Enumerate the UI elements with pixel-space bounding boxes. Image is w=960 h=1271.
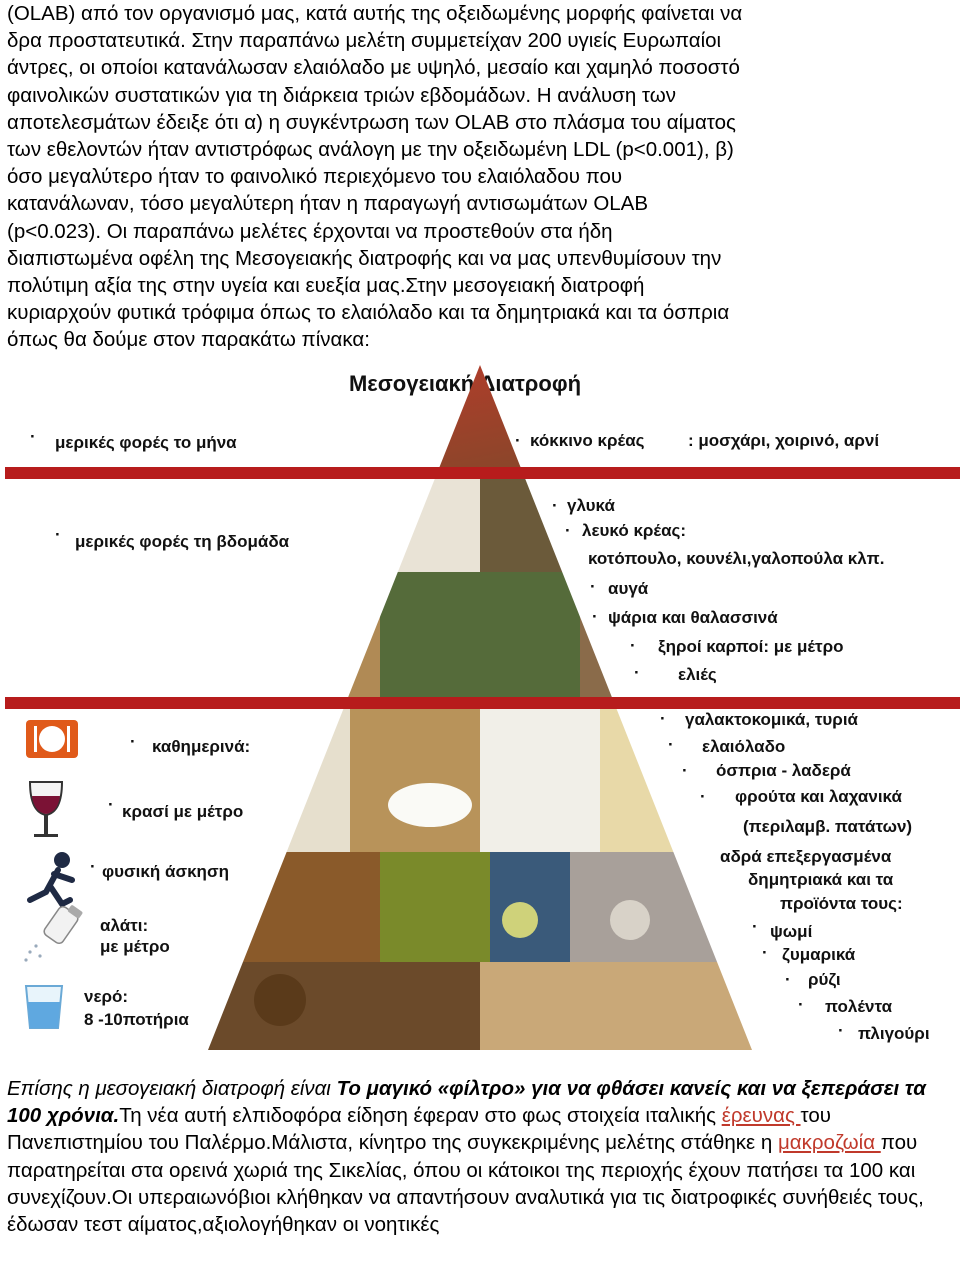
- intro-line: πολύτιμη αξία της στην υγεία και ευεξία μας.Στην μεσογειακή διατροφή: [7, 274, 645, 298]
- bullet: ·: [752, 917, 758, 936]
- bullet: ·: [630, 636, 636, 655]
- salt-shaker-icon: [24, 904, 83, 961]
- daily-item: αδρά επεξεργασμένα: [720, 847, 892, 866]
- bullet: ·: [108, 795, 114, 814]
- outro-paragraph: [7, 1075, 957, 1238]
- bullet: ·: [838, 1021, 844, 1040]
- side-item-water: νερό:: [84, 987, 129, 1006]
- intro-line: διαπιστωμένα οφέλη της Μεσογειακής διατροφής και να μας υπενθυμίσουν την: [7, 246, 722, 270]
- intro-paragraph: [7, 0, 957, 354]
- weekly-item: ελιές: [678, 665, 717, 684]
- pyramid-band-monthly: [5, 467, 960, 479]
- bullet: ·: [55, 525, 61, 544]
- outro-lead: Επίσης η μεσογειακή διατροφή είναι: [7, 1077, 337, 1100]
- daily-item: ψωμί: [770, 922, 813, 941]
- daily-item: όσπρια - λαδερά: [716, 761, 851, 780]
- daily-item: γαλακτοκομικά, τυριά: [685, 710, 858, 729]
- side-item-wine: κρασί με μέτρο: [122, 802, 244, 821]
- bullet: ·: [682, 761, 688, 780]
- research-link[interactable]: έρευνας: [721, 1104, 801, 1128]
- bullet: ·: [565, 521, 571, 540]
- daily-item: ζυμαρικά: [782, 945, 856, 964]
- side-item-exercise: φυσική άσκηση: [102, 862, 229, 881]
- weekly-item: ξηροί καρποί: με μέτρο: [658, 637, 844, 656]
- bullet: ·: [762, 943, 768, 962]
- bullet: ·: [90, 857, 96, 876]
- intro-line: (OLAB) από τον οργανισμό μας, κατά αυτής της οξειδωμένης μορφής φαίνεται να: [7, 2, 743, 25]
- intro-line: αποτελεσμάτων έδειξε ότι α) η συγκέντρωση των OLAB στο πλάσμα του αίματος: [7, 110, 736, 134]
- pyramid-band-weekly: [5, 697, 960, 709]
- intro-line: των εθελοντών ήταν αντιστρόφως ανάλογη με την οξειδωμένη LDL (p<0.001), β): [7, 138, 734, 162]
- bullet: ·: [590, 577, 596, 596]
- weekly-item: λευκό κρέας:: [582, 521, 687, 540]
- water-glass-icon: [26, 986, 62, 1028]
- daily-item: φρούτα και λαχανικά: [735, 787, 902, 806]
- longevity-link[interactable]: μακροζωία: [777, 1131, 881, 1155]
- intro-line: φαινολικών συστατικών για τη διάρκεια τριών εβδομάδων. Η ανάλυση των: [7, 83, 676, 107]
- intro-line: κυριαρχούν φυτικά τρόφιμα όπως το ελαιόλαδο και τα δημητριακά και τα όσπρια: [7, 301, 730, 325]
- outro-text: Τη νέα αυτή ελπιδοφόρα είδηση έφεραν στο φως στοιχεία ιταλικής: [119, 1104, 722, 1128]
- food-photo-collage: [200, 360, 760, 1060]
- intro-line: όπως θα δούμε στον παρακάτω πίνακα:: [7, 328, 370, 352]
- bullet: ·: [660, 709, 666, 728]
- daily-item: πλιγούρι: [858, 1024, 930, 1043]
- intro-line: άντρες, οι οποίοι κατανάλωσαν ελαιόλαδο με υψηλό, μεσαίο και χαμηλό ποσοστό: [7, 56, 740, 80]
- daily-item: πολέντα: [825, 997, 893, 1016]
- intro-line: κατανάλωναν, τόσο μεγαλύτερη ήταν η παραγωγή αντισωμάτων OLAB: [7, 192, 649, 216]
- wine-glass-icon: [30, 782, 62, 837]
- running-person-icon: [30, 852, 72, 904]
- outro-text: του Πανεπιστημίου του Παλέρμο.Μάλιστα, κίνητρο της συγκεκριμένης μελέτης στάθηκε η: [7, 1104, 831, 1155]
- bullet: ·: [798, 995, 804, 1014]
- bullet: ·: [668, 735, 674, 754]
- bullet: ·: [785, 970, 791, 989]
- pyramid-title: Μεσογειακή Διατροφή: [348, 371, 582, 396]
- daily-item: προϊόντα τους:: [780, 894, 903, 913]
- bullet: ·: [552, 496, 558, 515]
- intro-line: (p<0.023). Οι παραπάνω μελέτες έρχονται να προστεθούν στα ήδη: [7, 219, 613, 243]
- weekly-item: γλυκά: [567, 496, 615, 515]
- weekly-label: μερικές φορές τη βδομάδα: [75, 532, 290, 551]
- outro-text: που παρατηρείται στα ορεινά χωριά της Σικελίας, όπου οι κάτοικοι της περιοχής έχουν πατήσει τα 100 και συνεχίζουν.Οι υπεραιωνόβιοι κλήθηκαν να απαντήσουν αναλυτικά για τις διατροφικές συνήθειές τους, έδωσαν τεστ αίματος,αξιολογήθηκαν οι νοητικές: [7, 1131, 924, 1237]
- bullet: ·: [592, 607, 598, 626]
- daily-item: δημητριακά και τα: [748, 870, 894, 889]
- side-item-salt-note: με μέτρο: [100, 937, 170, 956]
- side-item-water-note: 8 -10ποτήρια: [84, 1010, 189, 1029]
- monthly-item: κόκκινο κρέας: [530, 431, 645, 450]
- weekly-item: ψάρια και θαλασσινά: [608, 608, 778, 627]
- plate-cutlery-icon: [26, 720, 78, 758]
- daily-item: ελαιόλαδο: [702, 737, 786, 756]
- mediterranean-diet-pyramid: [0, 360, 960, 1060]
- monthly-label: μερικές φορές το μήνα: [55, 433, 237, 452]
- side-item-salt: αλάτι:: [100, 916, 149, 935]
- weekly-item: κοτόπουλο, κουνέλι,γαλοπούλα κλπ.: [588, 549, 885, 568]
- weekly-item: αυγά: [608, 579, 649, 598]
- intro-line: όσο μεγαλύτερο ήταν το φαινολικό περιεχόμενο του ελαιόλαδου που: [7, 165, 623, 189]
- monthly-detail: : μοσχάρι, χοιρινό, αρνί: [688, 431, 880, 450]
- bullet: ·: [634, 663, 640, 682]
- outro-highlight: Το μαγικό «φίλτρο» για να φθάσει κανείς και να ξεπεράσει τα 100 χρόνια.: [7, 1077, 926, 1128]
- bullet: ·: [30, 427, 36, 446]
- daily-item: ρύζι: [808, 970, 841, 989]
- bullet: ·: [515, 431, 521, 450]
- intro-line: δρα προστατευτικά. Στην παραπάνω μελέτη συμμετείχαν 200 υγιείς Ευρωπαίοι: [7, 29, 722, 53]
- bullet: ·: [130, 732, 136, 751]
- daily-label: καθημερινά:: [152, 737, 251, 756]
- daily-item: (περιλαμβ. πατάτων): [743, 817, 913, 836]
- bullet: ·: [700, 787, 706, 806]
